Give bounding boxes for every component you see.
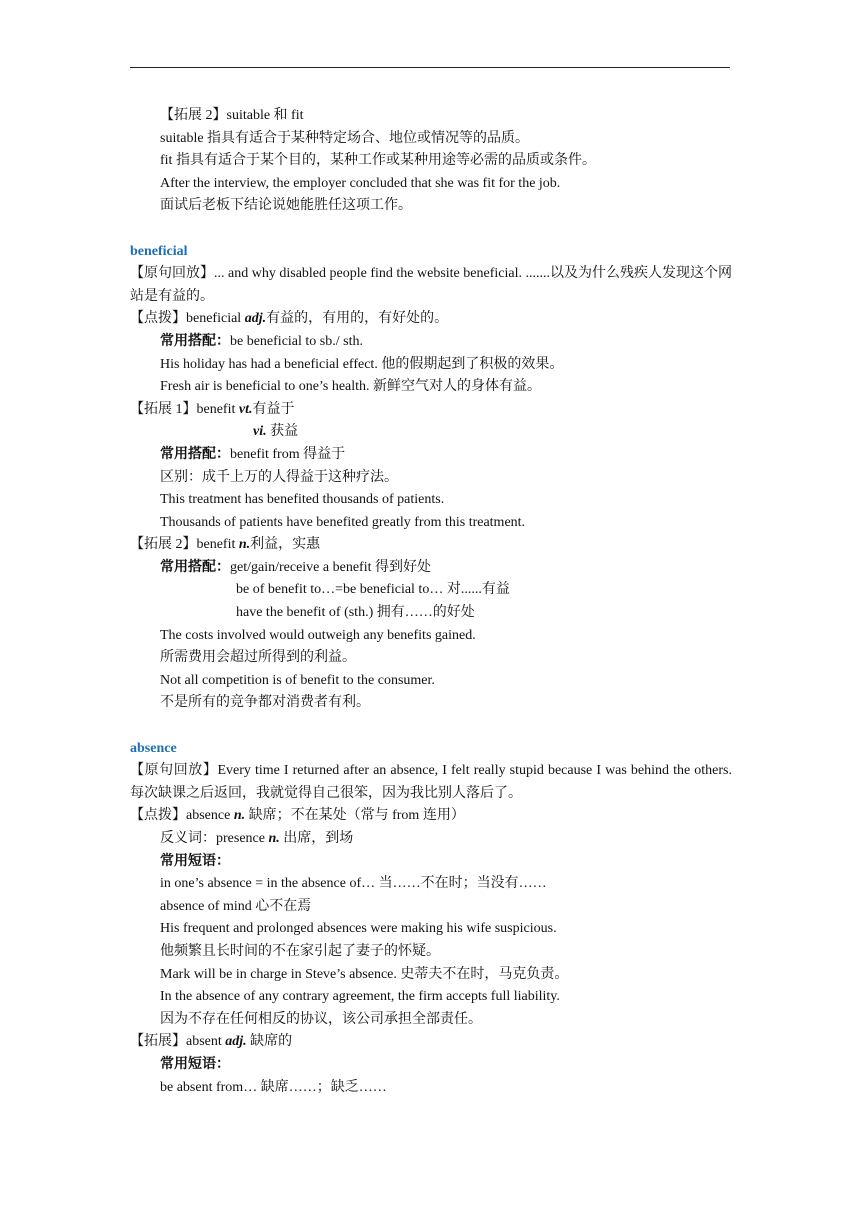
fit-example-zh: 面试后老板下结论说她能胜任这项工作。 — [160, 198, 412, 214]
benefit-ext2-collocation-3: have the benefit of (sth.) 拥有……的好处 — [236, 605, 475, 621]
absence-original-sentence: 【原句回放】Every time I returned after an absence, I felt really stupid because I was behind the others. 每次缺课之后返回，我就觉得自己很笨，因为我比别人落后了。 — [130, 763, 732, 801]
absent-phrases-label: 常用短语： — [160, 1056, 230, 1072]
benefit-ext2-line-4: 不是所有的竞争都对消费者有利。 — [160, 695, 370, 711]
suitable-note: suitable 指具有适合于某种特定场合、地位或情况等的品质。 — [160, 130, 530, 146]
benefit-ext1-collocation: 常用搭配：benefit from 得益于 — [160, 446, 346, 462]
beneficial-example-1: His holiday has had a beneficial effect. 他的假期起到了积极的效果。 — [160, 356, 564, 372]
absence-line-1: in one’s absence = in the absence of… 当……不在时；当没有…… — [160, 876, 547, 892]
fit-example-en: After the interview, the employer concluded that she was fit for the job. — [160, 175, 561, 191]
absent-ext-title: 【拓展】absent adj. 缺席的 — [130, 1034, 293, 1050]
absence-heading: absence — [130, 740, 177, 756]
beneficial-example-2: Fresh air is beneficial to one’s health. 新鲜空气对人的身体有益。 — [160, 379, 542, 395]
header-rule — [130, 67, 730, 68]
absence-antonym: 反义词：presence n. 出席，到场 — [160, 831, 354, 846]
beneficial-heading: beneficial — [130, 243, 188, 259]
benefit-ext1-vi: vi. 获益 — [253, 424, 299, 440]
absence-line-4: 他频繁且长时间的不在家引起了妻子的怀疑。 — [160, 943, 440, 959]
benefit-ext2-line-3: Not all competition is of benefit to the consumer. — [160, 672, 435, 688]
benefit-ext1-line-3: Thousands of patients have benefited greatly from this treatment. — [160, 514, 526, 530]
benefit-ext2-title: 【拓展 2】benefit n.利益，实惠 — [130, 537, 321, 553]
absence-line-3: His frequent and prolonged absences were making his wife suspicious. — [160, 921, 557, 937]
absence-tip: 【点拨】absence n. 缺席；不在某处（常与 from 连用） — [130, 808, 465, 824]
beneficial-collocation: 常用搭配：be beneficial to sb./ sth. — [160, 333, 363, 349]
fit-note: fit 指具有适合于某个目的，某种工作或某种用途等必需的品质或条件。 — [160, 153, 596, 169]
document-body — [130, 105, 732, 1099]
benefit-ext1-title: 【拓展 1】benefit vt.有益于 — [130, 401, 295, 417]
absence-line-2: absence of mind 心不在焉 — [160, 898, 312, 914]
benefit-ext1-line-2: This treatment has benefited thousands of patients. — [160, 492, 445, 508]
benefit-ext2-line-1: The costs involved would outweigh any benefits gained. — [160, 627, 476, 643]
benefit-ext2-line-2: 所需费用会超过所得到的利益。 — [160, 650, 356, 666]
absent-line-1: be absent from… 缺席……；缺乏…… — [160, 1079, 387, 1095]
suitable-fit-title: 【拓展 2】suitable 和 fit — [160, 108, 304, 123]
absence-line-6: In the absence of any contrary agreement, the firm accepts full liability. — [160, 989, 560, 1005]
benefit-ext2-collocation: 常用搭配：get/gain/receive a benefit 得到好处 — [160, 559, 431, 575]
beneficial-tip: 【点拨】beneficial adj.有益的，有用的，有好处的。 — [130, 311, 449, 327]
absence-phrases-label: 常用短语： — [160, 853, 230, 869]
absence-line-5: Mark will be in charge in Steve’s absence. 史蒂夫不在时，马克负责。 — [160, 966, 569, 982]
benefit-ext1-line-1: 区别：成千上万的人得益于这种疗法。 — [160, 469, 398, 485]
beneficial-original-sentence: 【原句回放】... and why disabled people find the website beneficial. .......以及为什么残疾人发现这个网站是有益的。 — [130, 266, 733, 304]
absence-line-7: 因为不存在任何相反的协议，该公司承担全部责任。 — [160, 1011, 482, 1027]
benefit-ext2-collocation-2: be of benefit to…=be beneficial to… 对......有益 — [236, 582, 510, 598]
